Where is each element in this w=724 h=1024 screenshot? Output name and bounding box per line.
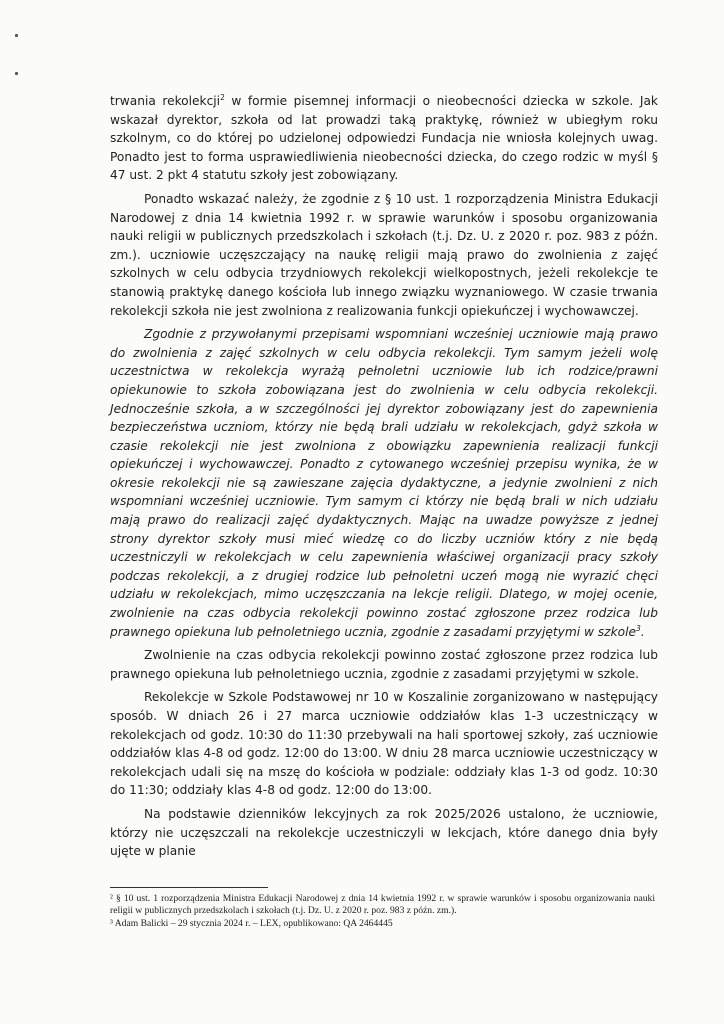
paragraph-6: Na podstawie dzienników lekcyjnych za rok 2025/2026 ustalono, że uczniowie, którzy nie uczęszczali na rekolekcje uczestniczyli w lekcjach, które danego dnia były ujęte w planie	[110, 806, 658, 859]
footnote-separator	[110, 887, 268, 888]
footnote-3: ³ Adam Balicki – 29 stycznia 2024 r. – LEX, opublikowano: QA 2464445	[110, 917, 393, 929]
footnote-2: ² § 10 ust. 1 rozporządzenia Ministra Edukacji Narodowej z dnia 14 kwietnia 1992 r. w sprawie warunków i sposobu organizowania nauki religii w publicznych przedszkolach i szkołach (t.j. Dz. U. z 2020 r. poz. 983 z późn. zm.).	[110, 893, 655, 917]
paragraph-1: trwania rekolekcji$^2$ w formie pisemnej informacji o nieobecności dziecka w szkole. Jak wskazał dyrektor, szkoła od lat prowadzi taką praktykę, również w ubiegłym roku szkolnym, co do której po udzielonej odpowiedzi Fundacja nie wniosła kolejnych uwag. Ponadto jest to forma usprawiedliwienia nieobecności dziecka, do czego rodzic w myśl § 47 ust. 2 pkt 4 statutu szkoły jest zobowiązany.	[110, 92, 658, 183]
footnotes	[110, 893, 655, 930]
paragraph-5: Rekolekcje w Szkole Podstawowej nr 10 w Koszalinie zorganizowano w następujący sposób. W dniach 26 i 27 marca uczniowie oddziałów klas 1-3 uczestniczący w rekolekcjach od godz. 10:30 do 11:30 przebywali na hali sportowej szkoły, zaś uczniowie oddziałów klas 4-8 od godz. 12:00 do 13:00. W dniu 28 marca uczniowie uczestniczący w rekolekcjach udali się na mszę do kościoła w podziale: oddziały klas 1-3 od godz. 10:30 do 11:30; oddziały klas 4-8 od godz. 12:00 do 13:00.	[110, 690, 658, 798]
footnote-ref-2: 2	[220, 92, 225, 102]
scan-artifact-dot	[15, 34, 18, 37]
paragraph-4: Zwolnienie na czas odbycia rekolekcji powinno zostać zgłoszone przez rodzica lub prawnego opiekuna lub pełnoletniego ucznia, zgodnie z zasadami przyjętymi w szkole.	[110, 648, 658, 681]
main-text	[110, 92, 658, 866]
scan-artifact-dot	[15, 72, 18, 75]
paragraph-3: Zgodnie z przywołanymi przepisami wspomniani wcześniej uczniowie mają prawo do zwolnienia z zajęć szkolnych w celu odbycia rekolekcji. Tym samym jeżeli wolę uczestnictwa w rekolekcja wyrażą pełnoletni uczniowie lub ich rodzice/prawni opiekunowie to szkoła zobowiązana jest do zwolnienia w celu odbycia rekolekcji. Jednocześnie szkoła, a w szczególności jej dyrektor zobowiązany jest do zapewnienia bezpieczeństwa uczniom, którzy nie będą brali udziału w rekolekcjach, gdyż szkoła w czasie rekolekcji nie jest zwolniona z obowiązku zapewnienia realizacji funkcji opiekuńczej i wychowawczej. Ponadto z cytowanego wcześniej przepisu wynika, że w okresie rekolekcji nie są zawieszane zajęcia dydaktyczne, a jedynie zwolnieni z nich wspomniani wcześniej uczniowie. Tym samym ci którzy nie będą brali w nich udziału mają prawo do realizacji zajęć dydaktycznych. Mając na uwadze powyższe z jednej strony dyrektor szkoły musi mieć wiedzę co do liczby uczniów który z nie będą uczestniczyli w rekolekcjach w celu zapewnienia właściwej organizacji pracy szkoły podczas rekolekcji, a z drugiej rodzice lub pełnoletni uczeń mogą nie wyrazić chęci udziału w rekolekcjach, mimo uczęszczania na lekcje religii. Dlatego, w mojej ocenie, zwolnienie na czas odbycia rekolekcji powinno zostać zgłoszone przez rodzica lub prawnego opiekuna lub pełnoletniego ucznia, zgodnie z zasadami przyjętymi w szkole$^3$.	[110, 327, 658, 639]
footnote-ref-3: 3	[635, 623, 641, 633]
paragraph-2: Ponadto wskazać należy, że zgodnie z § 10 ust. 1 rozporządzenia Ministra Edukacji Narodowej z dnia 14 kwietnia 1992 r. w sprawie warunków i sposobu organizowania nauki religii w publicznych przedszkolach i szkołach (t.j. Dz. U. z 2020 r. poz. 983 z późn. zm.). uczniowie uczęszczający na naukę religii mają prawo do zwolnienia z zajęć szkolnych w celu odbycia trzydniowych rekolekcji wielkopostnych, jeżeli rekolekcje te stanowią praktykę danego kościoła lub innego związku wyznaniowego. W czasie trwania rekolekcji szkoła nie jest zwolniona z realizowania funkcji opiekuńczej i wychowawczej.	[110, 191, 658, 318]
